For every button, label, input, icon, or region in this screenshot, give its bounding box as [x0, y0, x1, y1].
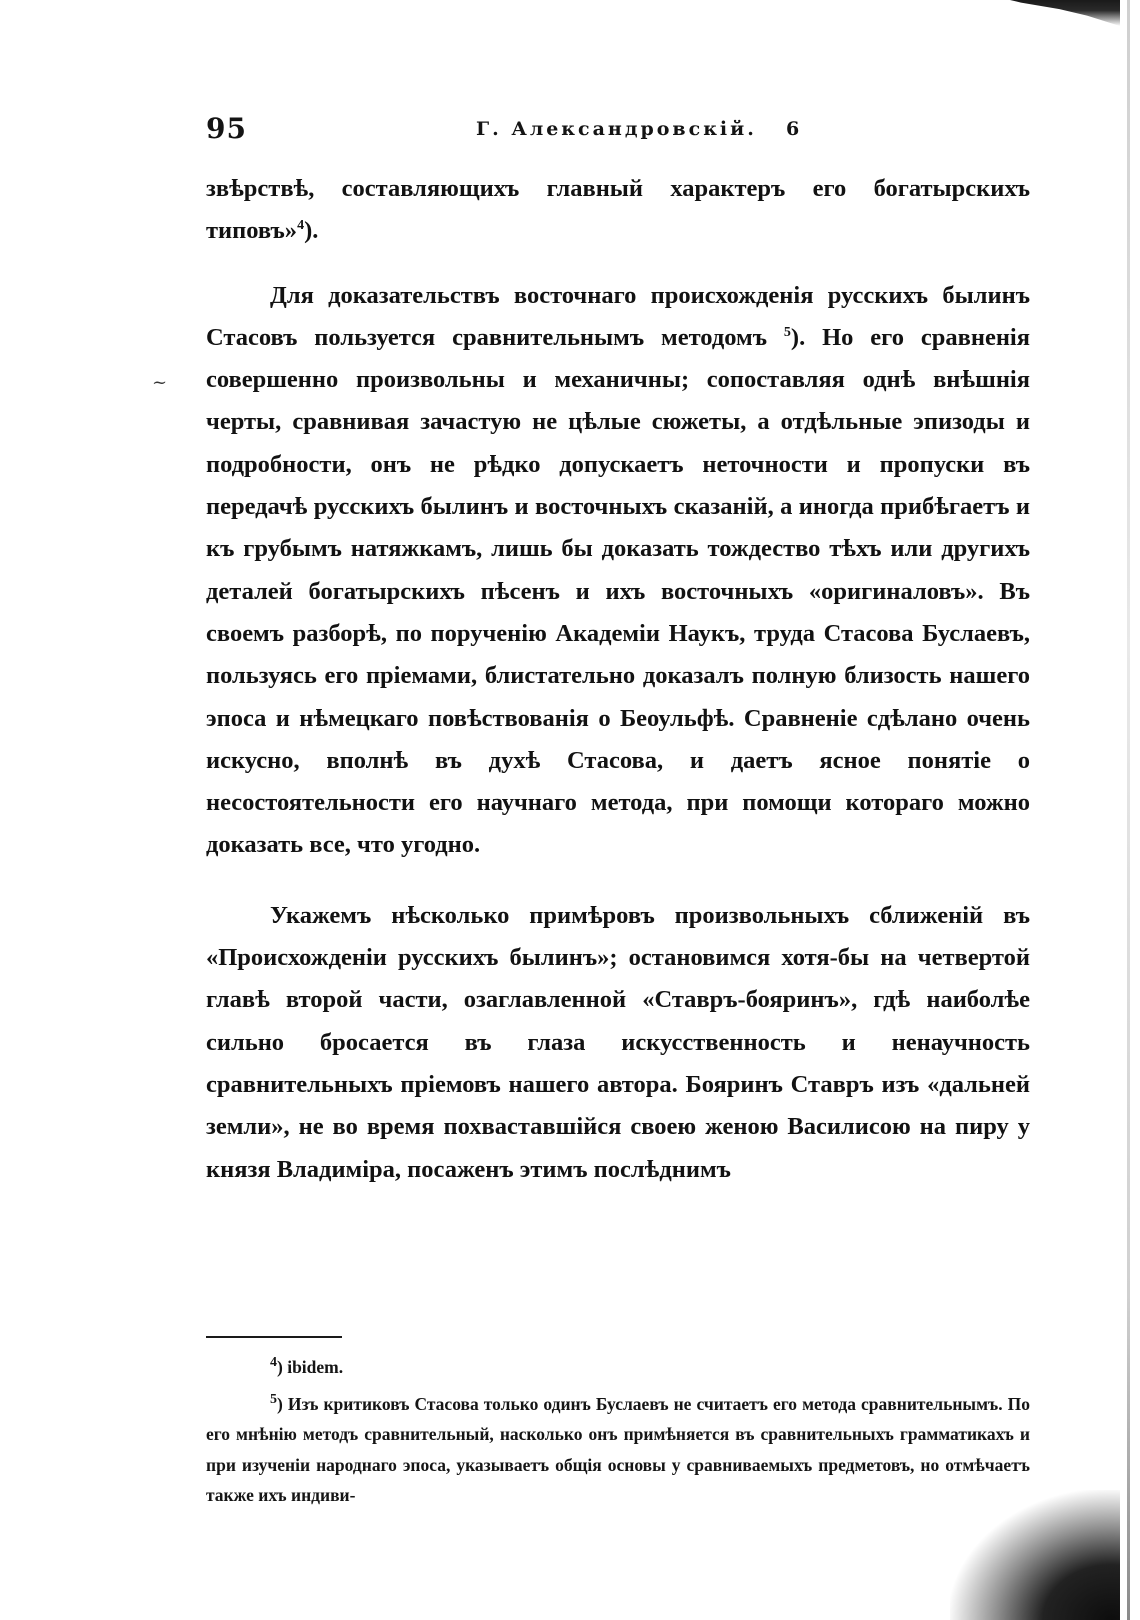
footnote-5-mark: 5: [270, 1391, 277, 1407]
running-section-number: 6: [786, 118, 800, 140]
running-title: Г. Александровскій.: [476, 118, 757, 140]
running-head: [206, 112, 806, 152]
footnote-divider: [206, 1336, 342, 1338]
scan-artifact-edge: [1127, 0, 1130, 1620]
paragraph-2-text-a: Для доказательствъ восточнаго происхожденія русскихъ былинъ Стасовъ пользуется сравнительнымъ методомъ: [206, 281, 1030, 351]
paragraph-1-text: звѣрствѣ, составляющихъ главный характеръ его богатырскихъ типовъ»: [206, 175, 1030, 245]
footnote-4-text: ) ibidem.: [277, 1357, 344, 1377]
margin-mark: ~: [152, 372, 168, 393]
scan-artifact-top: [1010, 0, 1120, 26]
paragraph-1-end: ).: [304, 217, 319, 245]
main-text: [206, 168, 1030, 1191]
footnote-5: [206, 1389, 1030, 1511]
footnote-5-text: ) Изъ критиковъ Стасова только одинъ Буслаевъ не считаетъ его метода сравнительнымъ. По его мнѣнію методъ сравнительный, насколько онъ примѣняется въ сравнительныхъ грамматикахъ и при изученіи народнаго эпоса, указываетъ общія основы у сравниваемыхъ предметовъ, но отмѣчаетъ также ихъ индиви-: [206, 1393, 1030, 1505]
footnotes: [206, 1352, 1030, 1517]
page-number: 95: [206, 112, 247, 145]
paragraph-2-text-b: ). Но его сравненія совершенно произвольны и механичны; сопоставляя однѣ внѣшнія черты, сравнивая зачастую не цѣлые сюжеты, а отдѣльные эпизоды и подробности, онъ не рѣдко допускаетъ неточности и пропуски въ передачѣ русскихъ былинъ и восточныхъ сказаній, а иногда прибѣгаетъ и къ грубымъ натяжкамъ, лишь бы доказать тождество тѣхъ или другихъ деталей богатырскихъ пѣсенъ и ихъ восточныхъ «оригиналовъ». Въ своемъ разборѣ, по порученію Академіи Наукъ, труда Стасова Буслаевъ, пользуясь его пріемами, блистательно доказалъ полную близость нашего эпоса и нѣмецкаго повѣствованія о Беоульфѣ. Сравненіе сдѣлано очень искусно, вполнѣ въ духѣ Стасова, и даетъ ясное понятіе о несостоятельности его научнаго метода, при помощи котораго можно доказать все, что угодно.: [206, 323, 1030, 859]
footnote-ref-4[interactable]: 4: [297, 218, 305, 234]
footnote-4-mark: 4: [270, 1355, 277, 1371]
paragraph-1: [206, 168, 1030, 253]
paragraph-2: [206, 275, 1030, 867]
footnote-ref-5[interactable]: 5: [783, 324, 791, 340]
paragraph-3: Укажемъ нѣсколько примѣровъ произвольныхъ сближеній въ «Происхожденіи русскихъ былинъ»; остановимся хотя-бы на четвертой главѣ второй части, озаглавленной «Ставръ-бояринъ», гдѣ наиболѣе сильно бросается въ глаза искусственность и ненаучность сравнительныхъ пріемовъ нашего автора. Бояринъ Ставръ изъ «дальней земли», не во время похваставшійся своею женою Василисою на пиру у князя Владиміра, посаженъ этимъ послѣднимъ: [206, 901, 1030, 1183]
footnote-4: [206, 1352, 1030, 1383]
